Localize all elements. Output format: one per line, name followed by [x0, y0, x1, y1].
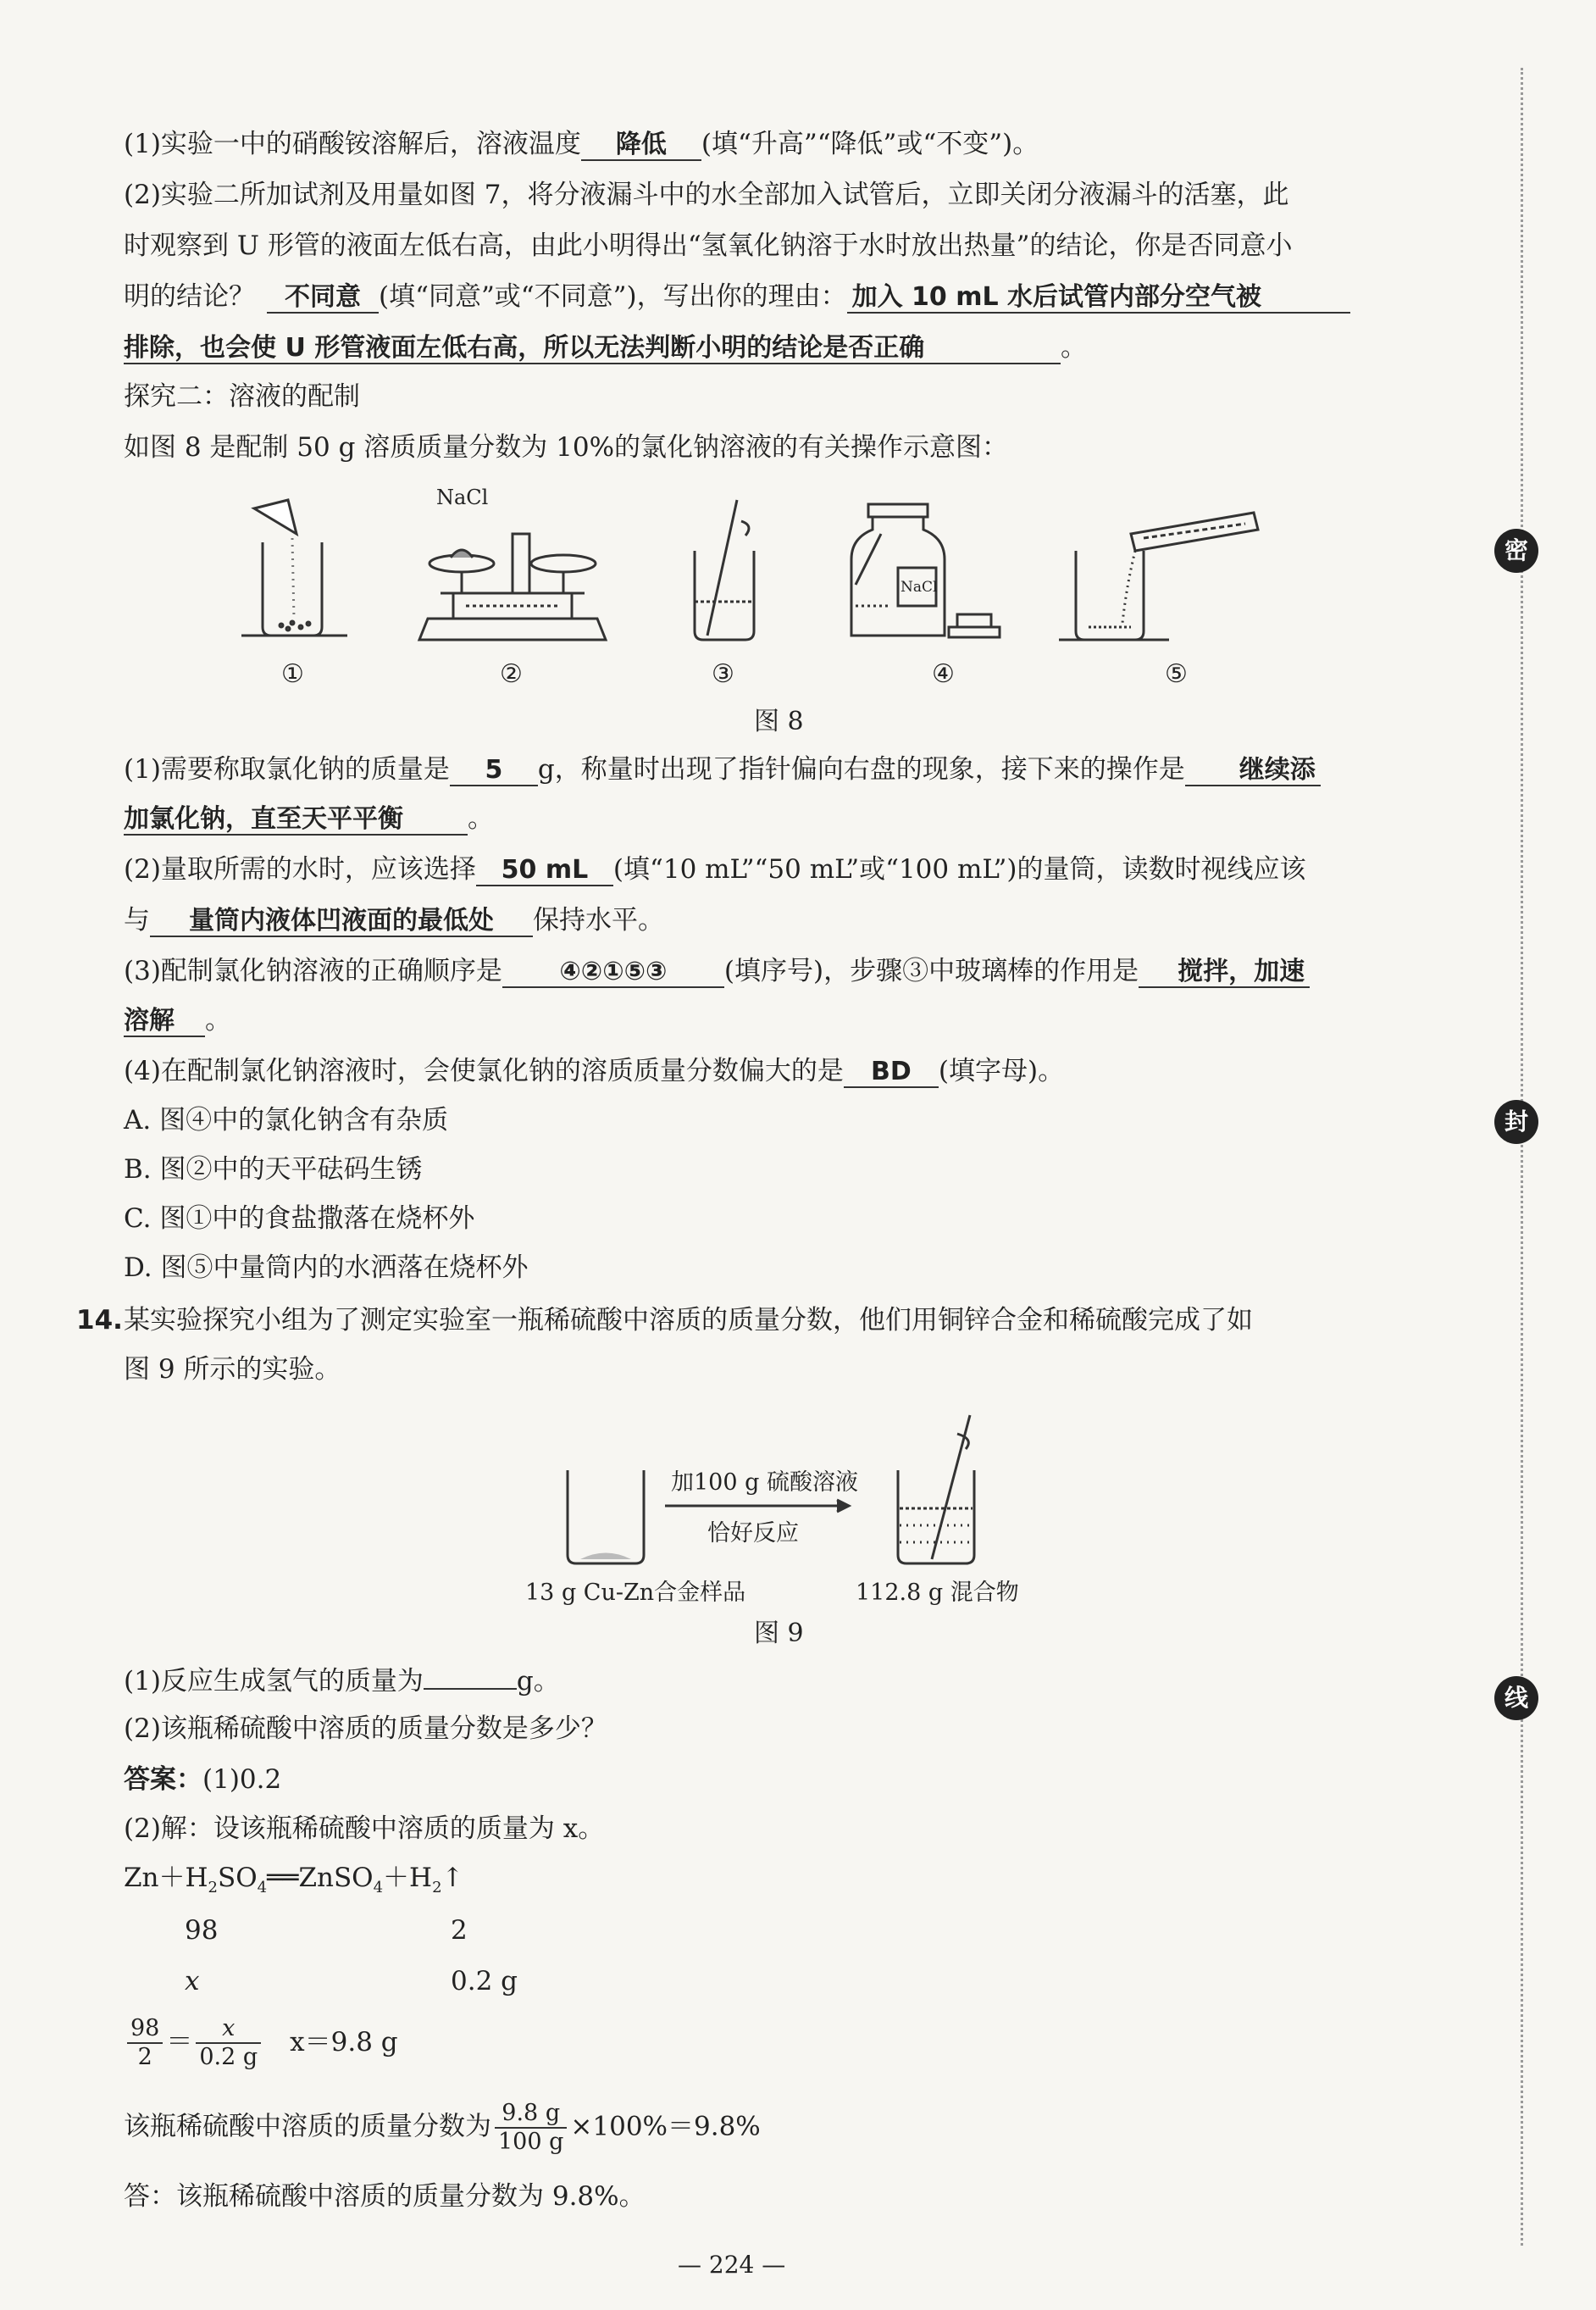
- q14-sub1-blank: [424, 1663, 517, 1690]
- proportion: $\frac{98}{2}$ ＝ $\frac{x}{0.2 g}$ x＝9.8 g: [124, 2015, 398, 2071]
- s1-q2-line2: 时观察到 U 形管的液面左低右高，由此小明得出“氢氧化钠溶于水时放出热量”的结论，你是否同意小: [124, 230, 1293, 261]
- proportion-frac-1: $\frac{98}{2}$: [127, 2015, 163, 2071]
- fig9-left-label: 13 g Cu-Zn合金样品: [525, 1580, 746, 1606]
- s2-q1-answer2a: 继续添: [1185, 756, 1321, 786]
- figure-8: [229, 483, 1347, 703]
- s2-q2-answer: 50 mL: [476, 856, 613, 886]
- chemical-equation: $Zn+H_2SO_4══ZnSO_4+H_2↑$: [124, 1863, 464, 1897]
- var-left: x: [185, 1966, 200, 1996]
- fig8-step2-balance: [419, 486, 606, 640]
- fig8-label-5: ⑤: [1165, 659, 1188, 689]
- s1-q2-answer: 不同意: [267, 283, 379, 314]
- fig9-caption: 图 9: [754, 1619, 804, 1648]
- s2-q1-answer2b: 加氯化钠，直至天平平衡: [124, 805, 468, 836]
- fig9-right-label: 112.8 g 混合物: [856, 1580, 1019, 1606]
- s1-q1-line: (1)实验一中的硝酸铵溶解后，溶液温度 降低 (填“升高”“降低”或“不变”)。: [124, 129, 1039, 159]
- fig9-arrow-top: 加100 g 硫酸溶液: [671, 1469, 858, 1496]
- q14-sub2: (2)该瓶稀硫酸中溶质的质量分数是多少？: [124, 1713, 607, 1744]
- mass-fraction-line: 该瓶稀硫酸中溶质的质量分数为 $\frac{9.8 g}{100 g}$ ×100%＝9.8%: [124, 2100, 761, 2155]
- fig9-right-beaker: [898, 1415, 974, 1563]
- mass-left: 98: [185, 1915, 219, 1946]
- fig8-step4-reagent-bottle: [851, 504, 1000, 637]
- seal-xian: 线: [1494, 1676, 1538, 1720]
- q14-conclusion: 答：该瓶稀硫酸中溶质的质量分数为 9.8%。: [124, 2181, 646, 2212]
- fig8-step3-stirring: [695, 500, 754, 640]
- q14-answer2-intro: (2)解：设该瓶稀硫酸中溶质的质量为 x。: [124, 1813, 605, 1844]
- mass-right: 2: [451, 1915, 468, 1946]
- s2-q3-line1: (3)配制氯化钠溶液的正确顺序是 ④②①⑤③ (填序号)，步骤③中玻璃棒的作用是 搅拌，加速: [124, 954, 1310, 988]
- s2-heading: 探究二：溶液的配制: [124, 381, 360, 412]
- s2-option-a: A. 图④中的氯化钠含有杂质: [124, 1105, 449, 1136]
- q14-sub1: (1)反应生成氢气的质量为 g。: [124, 1663, 560, 1698]
- s1-q2-line1: (2)实验二所加试剂及用量如图 7，将分液漏斗中的水全部加入试管后，立即关闭分液漏斗的活塞，此: [124, 180, 1289, 210]
- s2-q3-answer2a: 搅拌，加速: [1139, 958, 1310, 988]
- fig8-step1-pouring-salt: [241, 500, 347, 636]
- s2-intro: 如图 8 是配制 50 g 溶质质量分数为 10%的氯化钠溶液的有关操作示意图：: [124, 432, 1009, 463]
- s2-q3-answer: ④②①⑤③: [502, 958, 724, 988]
- s1-q2-line3: 明的结论？ 不同意 (填“同意”或“不同意”)，写出你的理由： 加入 10 mL 水后试管内部分空气被: [124, 280, 1350, 314]
- s2-option-b: B. 图②中的天平砝码生锈: [124, 1154, 423, 1185]
- s2-q1-answer: 5: [450, 756, 538, 786]
- s2-q1-line2: 加氯化钠，直至天平平衡 。: [124, 803, 494, 834]
- fig8-label-1: ①: [281, 659, 304, 689]
- figure-9: [508, 1407, 1084, 1610]
- s2-q1-line1: (1)需要称取氯化钠的质量是 5 g，称量时出现了指针偏向右盘的现象，接下来的操作是 继续添: [124, 752, 1321, 786]
- fig8-caption: 图 8: [754, 707, 804, 736]
- s1-q2-line4: 排除，也会使 U 形管液面左低右高，所以无法判断小明的结论是否正确 。: [124, 332, 1087, 363]
- s2-option-c: C. 图①中的食盐撒落在烧杯外: [124, 1203, 475, 1234]
- fig8-label-2: ②: [500, 659, 523, 689]
- s2-q2-answer2: 量筒内液体凹液面的最低处: [150, 907, 533, 937]
- s2-q2-line2: 与 量筒内液体凹液面的最低处 保持水平。: [124, 905, 664, 936]
- s1-q2-reason-1: 加入 10 mL 水后试管内部分空气被: [847, 283, 1350, 314]
- binding-dotted-line: [1521, 68, 1523, 2246]
- page-number: — 224 —: [678, 2251, 786, 2279]
- fig8-step5-pouring-water: [1059, 513, 1258, 640]
- s1-q2-reason-2: 排除，也会使 U 形管液面左低右高，所以无法判断小明的结论是否正确: [124, 334, 1061, 364]
- s1-q1-answer: 降低: [581, 130, 701, 161]
- fig8-label-4: ④: [932, 659, 955, 689]
- s2-q3-answer2b: 溶解: [124, 1007, 205, 1037]
- fig9-left-beaker: [568, 1470, 644, 1563]
- mass-fraction: $\frac{9.8 g}{100 g}$: [495, 2100, 567, 2156]
- s2-q4-line: (4)在配制氯化钠溶液时，会使氯化钠的溶质质量分数偏大的是 BD (填字母)。: [124, 1056, 1065, 1086]
- svg-text:NaCl: NaCl: [901, 579, 938, 596]
- proportion-frac-2: $\frac{x}{0.2 g}$: [196, 2015, 261, 2071]
- seal-feng: 封: [1494, 1100, 1538, 1144]
- var-right: 0.2 g: [451, 1966, 518, 1996]
- fig9-arrow-bottom: 恰好反应: [707, 1520, 799, 1546]
- s2-q2-line1: (2)量取所需的水时，应该选择 50 mL (填“10 mL”“50 mL”或“100 mL”)的量筒，读数时视线应该: [124, 854, 1306, 885]
- q14-line2: 图 9 所示的实验。: [124, 1354, 341, 1385]
- s2-q4-answer: BD: [844, 1058, 939, 1088]
- fig9-reaction-arrow: [665, 1500, 849, 1512]
- s2-q3-line2: 溶解 。: [124, 1005, 231, 1036]
- q14-number: 14.: [76, 1305, 123, 1335]
- q14-answer1: 答案：(1)0.2: [124, 1764, 282, 1795]
- fig8-label-3: ③: [712, 659, 734, 689]
- q14-line1: 某实验探究小组为了测定实验室一瓶稀硫酸中溶质的质量分数，他们用铜锌合金和稀硫酸完成了如: [124, 1305, 1253, 1335]
- s2-option-d: D. 图⑤中量筒内的水洒落在烧杯外: [124, 1252, 529, 1283]
- seal-mi: 密: [1494, 529, 1538, 573]
- nacl-label: NaCl: [436, 486, 489, 509]
